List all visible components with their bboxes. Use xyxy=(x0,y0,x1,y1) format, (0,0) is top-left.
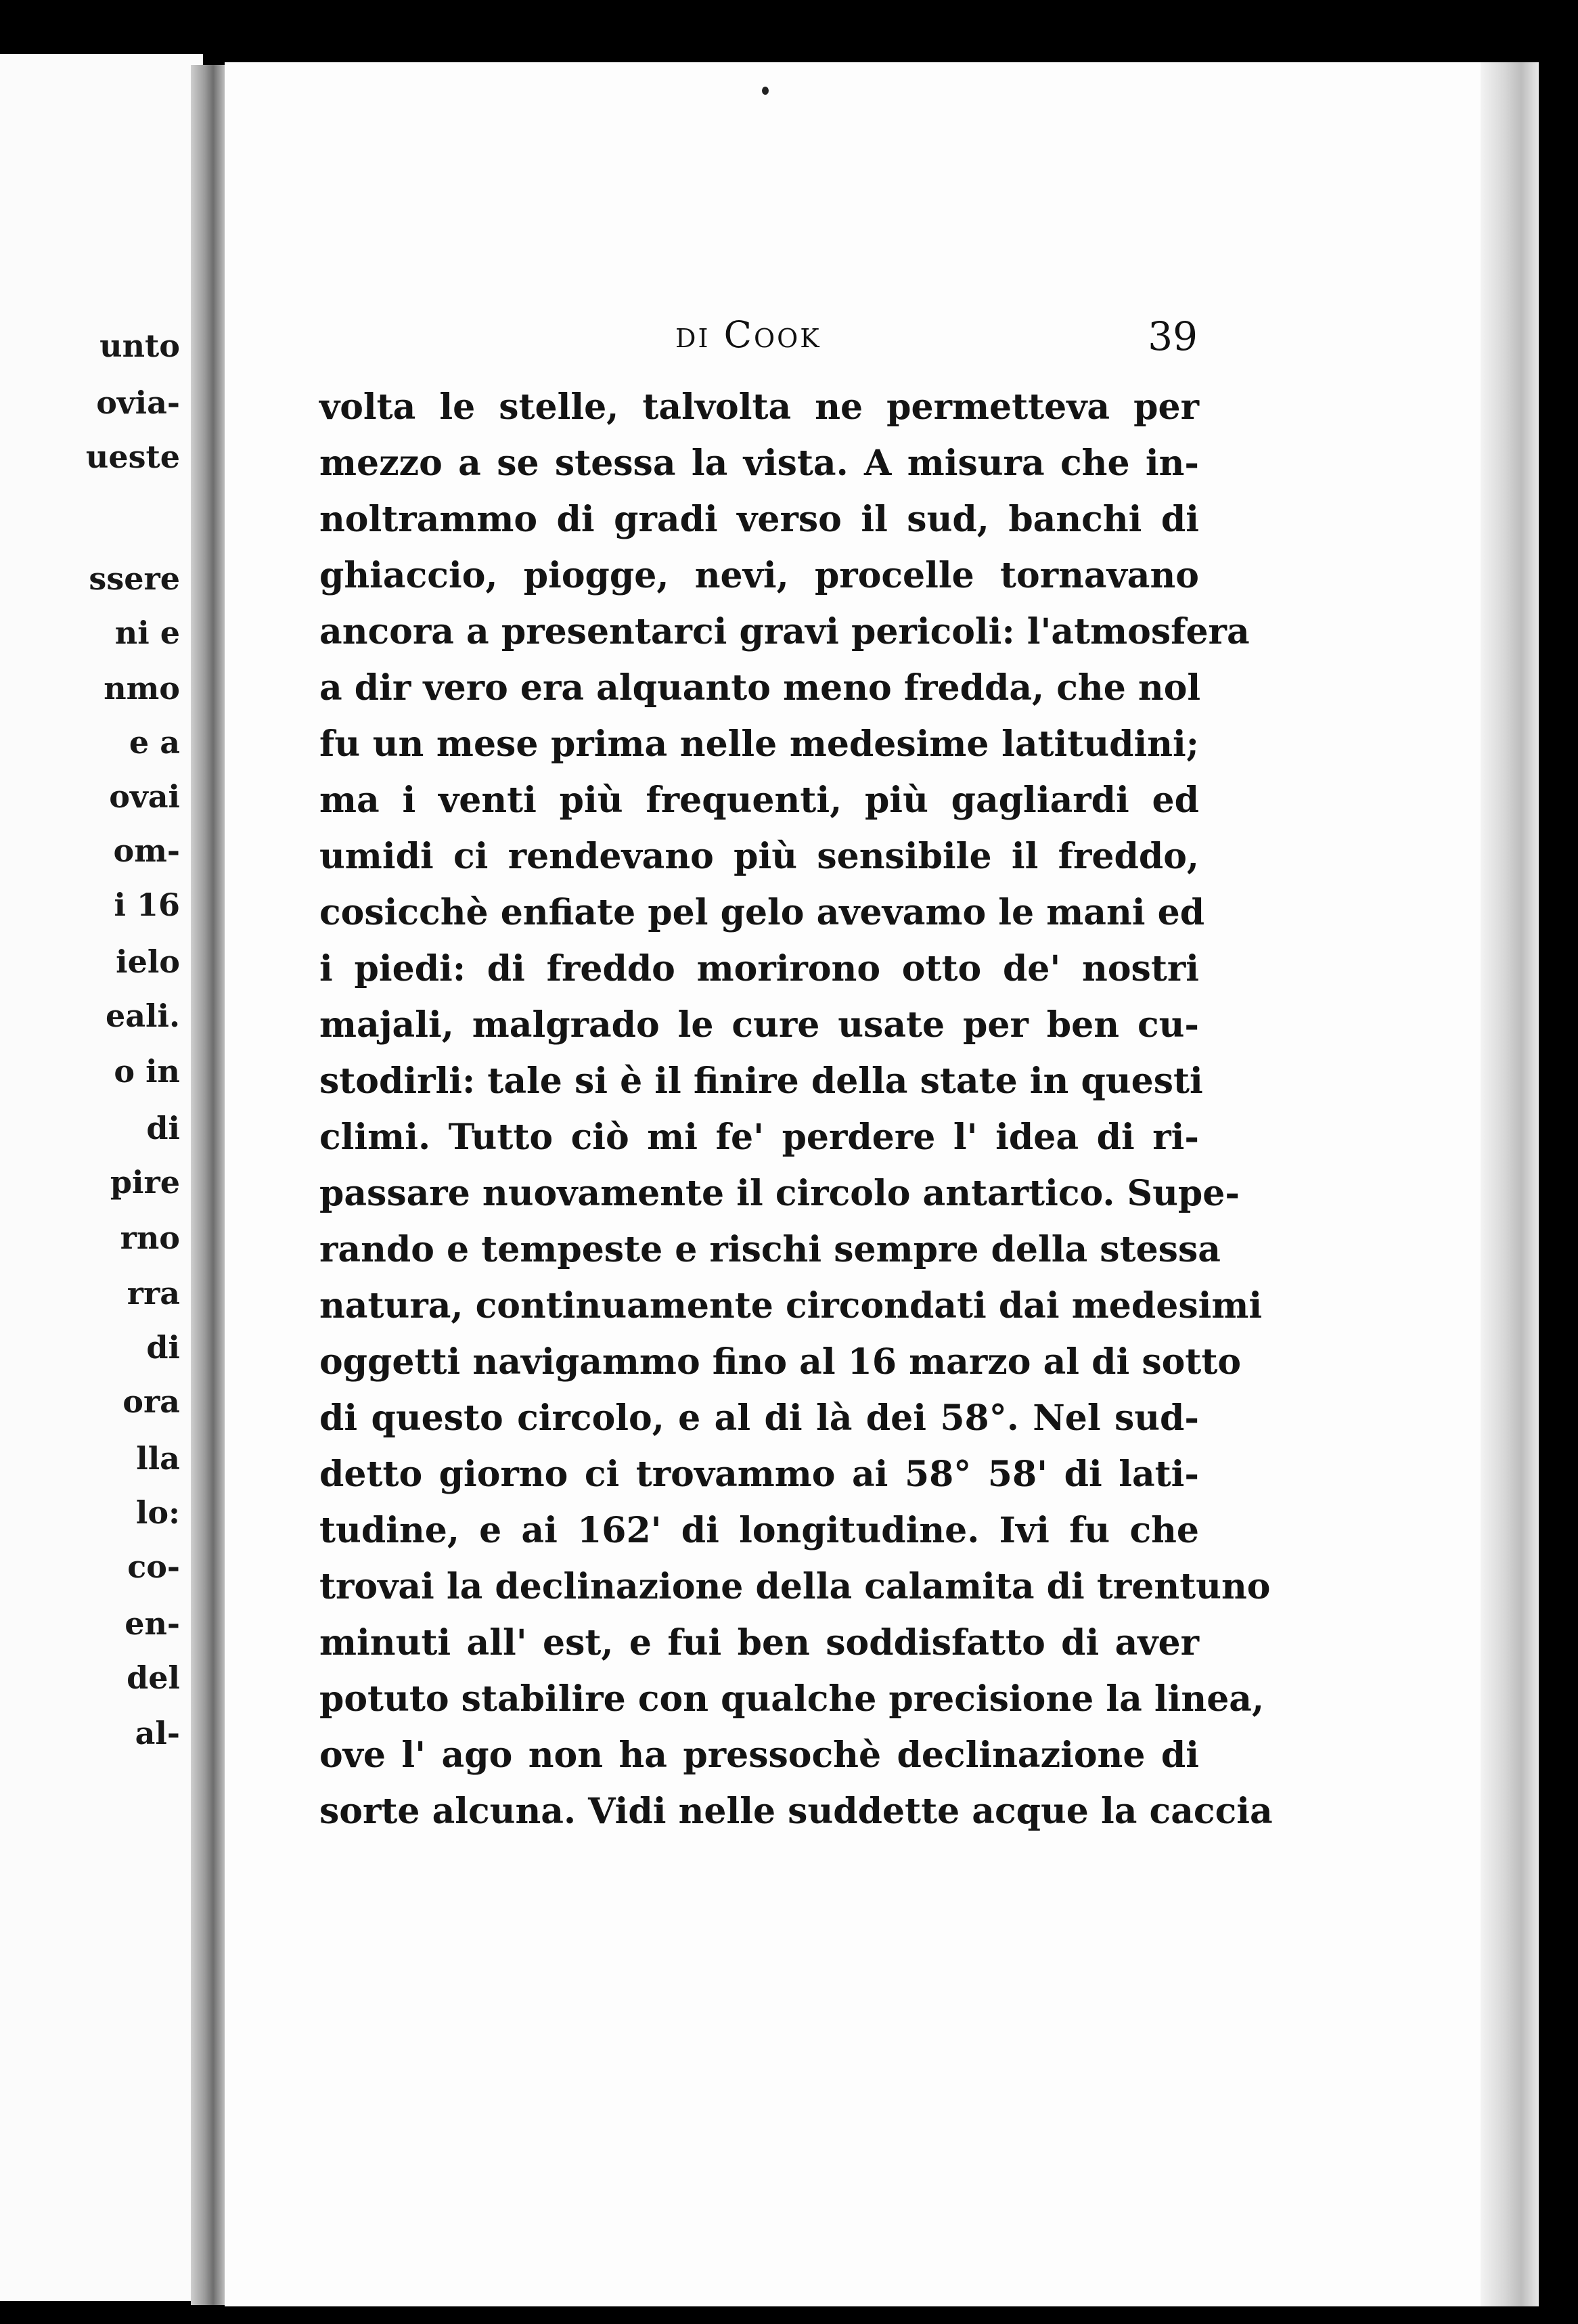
text-line: tudine, e ai 162' di longitudine. Ivi fu che xyxy=(319,1510,1199,1551)
text-line: majali, malgrado le cure usate per ben cu- xyxy=(319,1004,1199,1046)
previous-page-fragment: i 16 xyxy=(114,887,180,923)
previous-page-fragment: lo: xyxy=(135,1494,180,1531)
text-line: a dir vero era alquanto meno fredda, che nol xyxy=(319,667,1201,709)
previous-page-fragment: ielo xyxy=(116,943,180,980)
text-line: ghiaccio, piogge, nevi, procelle tornavano xyxy=(319,555,1199,596)
previous-page-fragment: unto xyxy=(99,328,180,364)
text-line: ma i venti più frequenti, più gagliardi ed xyxy=(319,780,1199,821)
previous-page-fragment: pire xyxy=(110,1164,180,1201)
previous-page-fragment: di xyxy=(146,1329,180,1366)
previous-page-fragment: ovia- xyxy=(96,384,180,421)
text-line: trovai la declinazione della calamita di trentuno xyxy=(319,1566,1271,1607)
previous-page-fragment: rno xyxy=(120,1220,180,1256)
text-line: di questo circolo, e al di là dei 58°. Nel sud- xyxy=(319,1398,1199,1439)
previous-page-edge xyxy=(0,54,203,2301)
text-line: stodirli: tale si è il finire della state in questi xyxy=(319,1060,1203,1102)
previous-page-fragment: ssere xyxy=(89,560,180,597)
text-line: i piedi: di freddo morirono otto de' nostri xyxy=(319,948,1199,989)
page-edge-shadow xyxy=(1481,62,1539,2306)
text-line: fu un mese prima nelle medesime latitudini; xyxy=(319,723,1199,765)
text-line: umidi ci rendevano più sensibile il freddo, xyxy=(319,836,1199,877)
text-line: rando e tempeste e rischi sempre della stessa xyxy=(319,1229,1221,1270)
page-number: 39 xyxy=(1148,313,1198,359)
text-line: sorte alcuna. Vidi nelle suddette acque la caccia xyxy=(319,1791,1273,1832)
running-head: di Cook xyxy=(675,313,821,356)
text-line: noltrammo di gradi verso il sud, banchi di xyxy=(319,499,1199,540)
previous-page-fragment: en- xyxy=(125,1605,180,1642)
previous-page-fragment: e a xyxy=(129,724,180,761)
previous-page-fragment: ueste xyxy=(85,439,180,475)
text-line: cosicchè enfiate pel gelo avevamo le mani ed xyxy=(319,892,1205,933)
previous-page-fragment: rra xyxy=(127,1275,180,1312)
text-line: minuti all' est, e fui ben soddisfatto di aver xyxy=(319,1622,1199,1663)
previous-page-fragment: lla xyxy=(136,1440,180,1477)
text-line: natura, continuamente circondati dai medesimi xyxy=(319,1285,1263,1326)
text-line: volta le stelle, talvolta ne permetteva per xyxy=(319,386,1199,428)
previous-page-fragment: om- xyxy=(113,832,180,869)
body-text xyxy=(319,379,1273,1839)
previous-page-fragment: eali. xyxy=(105,998,180,1034)
text-line: mezzo a se stessa la vista. A misura che in- xyxy=(319,443,1199,484)
text-line: detto giorno ci trovammo ai 58° 58' di lati- xyxy=(319,1454,1199,1495)
text-line: ancora a presentarci gravi pericoli: l'atmosfera xyxy=(319,611,1250,652)
text-line: ove l' ago non ha pressochè declinazione di xyxy=(319,1735,1199,1776)
text-line: potuto stabilire con qualche precisione la linea, xyxy=(319,1678,1265,1720)
previous-page-fragment: nmo xyxy=(104,670,180,707)
previous-page-fragment: di xyxy=(146,1110,180,1146)
text-line: passare nuovamente il circolo antartico. Supe- xyxy=(319,1173,1240,1214)
previous-page-fragment: o in xyxy=(114,1053,180,1090)
previous-page-fragment: ovai xyxy=(109,778,180,815)
page-header xyxy=(318,313,1198,364)
previous-page-fragment: al- xyxy=(135,1715,180,1751)
previous-page-fragment: ora xyxy=(122,1383,180,1420)
previous-page-fragment: ni e xyxy=(114,614,180,651)
text-line: oggetti navigammo fino al 16 marzo al di sotto xyxy=(319,1341,1242,1383)
text-line: climi. Tutto ciò mi fe' perdere l' idea di ri- xyxy=(319,1117,1199,1158)
previous-page-fragment: del xyxy=(127,1659,180,1696)
ink-speck xyxy=(762,87,769,95)
previous-page-fragment: co- xyxy=(127,1548,180,1585)
